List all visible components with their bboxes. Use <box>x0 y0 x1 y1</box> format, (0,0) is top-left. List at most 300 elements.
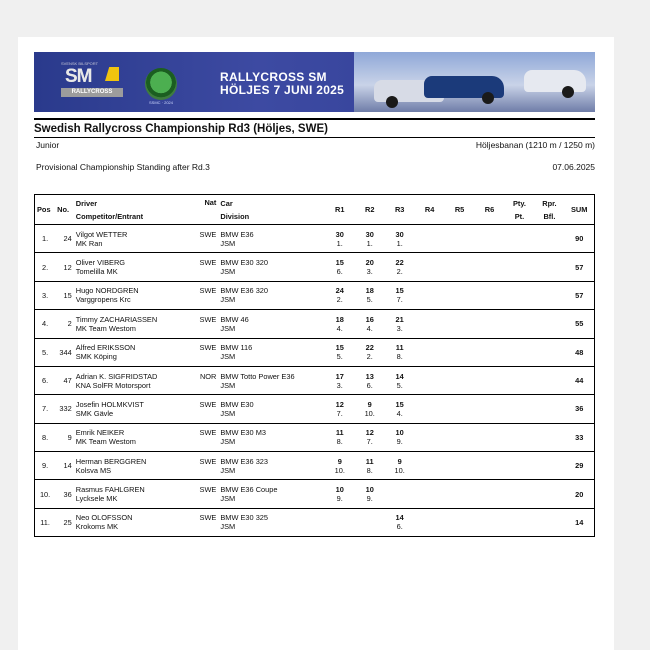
rpr-place <box>534 381 564 395</box>
round-6-points <box>475 310 505 324</box>
round-4-points <box>415 452 445 466</box>
round-5-points <box>445 281 475 295</box>
header-penalty-points <box>505 195 535 225</box>
rpr-bfl <box>534 480 564 494</box>
empty-cell <box>196 522 219 536</box>
driver-name: Hugo NORDGREN <box>75 286 139 296</box>
round-1-place: 7. <box>325 409 355 423</box>
round-2-points: 11 <box>365 456 374 466</box>
car-number-cell: 332 <box>55 395 74 423</box>
round-6-points <box>475 395 505 409</box>
nationality-cell: SWE <box>199 513 217 523</box>
penalty-place <box>505 494 535 508</box>
car-number-cell: 12 <box>55 253 74 281</box>
round-2-place: 8. <box>355 466 385 480</box>
division-name: JSM <box>218 295 324 309</box>
round-6-place <box>475 239 505 253</box>
empty-cell <box>196 352 219 366</box>
round-6-points <box>475 338 505 352</box>
empty-cell <box>196 381 219 395</box>
division-name: JSM <box>218 239 324 253</box>
penalty-points <box>505 310 535 324</box>
penalty-points <box>505 508 535 522</box>
rpr-bfl <box>534 338 564 352</box>
round-1-points: 15 <box>335 258 344 268</box>
round-1-points: 9 <box>337 456 342 466</box>
position-cell: 1. <box>35 225 56 253</box>
rpr-place <box>534 437 564 451</box>
sum-points: 33 <box>564 423 594 451</box>
car-model: BMW E36 323 <box>220 456 269 466</box>
round-3-place: 2. <box>385 267 415 281</box>
round-6-points <box>475 225 505 239</box>
rpr-place <box>534 494 564 508</box>
nationality-cell: SWE <box>199 343 217 353</box>
car-number-cell: 344 <box>55 338 74 366</box>
sum-points: 57 <box>564 281 594 309</box>
table-row-secondary <box>35 522 595 536</box>
round-3-place: 8. <box>385 352 415 366</box>
round-1-points: 12 <box>335 399 344 409</box>
entrant-name: Varggropens Krc <box>74 295 196 309</box>
empty-cell <box>196 466 219 480</box>
empty-cell <box>196 324 219 338</box>
round-2-points: 22 <box>365 343 374 353</box>
round-4-place <box>415 267 445 281</box>
penalty-place <box>505 352 535 366</box>
sum-points: 29 <box>564 452 594 480</box>
wheel-icon <box>562 86 574 98</box>
header-r5: R5 <box>445 195 475 225</box>
table-row-secondary <box>35 239 595 253</box>
division-name: JSM <box>218 324 324 338</box>
car-number-cell: 24 <box>55 225 74 253</box>
sum-points: 48 <box>564 338 594 366</box>
round-3-points: 22 <box>395 258 404 268</box>
header-r3: R3 <box>385 195 415 225</box>
position-cell: 10. <box>35 480 56 508</box>
sm-logo-subtext: RALLYCROSS <box>61 88 123 97</box>
car-model: BMW E30 M3 <box>220 428 266 438</box>
header-pty-line2: Pt. <box>514 211 525 221</box>
round-1-place <box>325 522 355 536</box>
round-5-place <box>445 324 475 338</box>
header-entrant-label: Competitor/Entrant <box>75 211 144 221</box>
round-2-place: 9. <box>355 494 385 508</box>
penalty-points <box>505 338 535 352</box>
round-1-points: 11 <box>335 428 344 438</box>
round-6-points <box>475 366 505 380</box>
car-model: BMW Totto Power E36 <box>220 371 295 381</box>
car-number-cell: 47 <box>55 366 74 394</box>
penalty-place <box>505 466 535 480</box>
rpr-bfl <box>534 281 564 295</box>
empty-cell <box>196 239 219 253</box>
rpr-bfl <box>534 366 564 380</box>
sm-rallycross-logo <box>61 67 123 97</box>
position-cell: 5. <box>35 338 56 366</box>
wheel-icon <box>386 96 398 108</box>
entrant-name: Kolsva MS <box>74 466 196 480</box>
penalty-points <box>505 423 535 437</box>
car-model: BMW E36 320 <box>220 286 269 296</box>
round-3-points: 14 <box>395 513 404 523</box>
penalty-points <box>505 366 535 380</box>
round-2-points: 12 <box>365 428 374 438</box>
entrant-name: KNA SolFR Motorsport <box>74 381 196 395</box>
document-page <box>18 37 614 650</box>
header-rpr-line1: Rpr. <box>542 198 557 208</box>
round-1-place: 4. <box>325 324 355 338</box>
table-row-secondary <box>35 437 595 451</box>
round-4-place <box>415 295 445 309</box>
round-5-place <box>445 295 475 309</box>
nationality-cell: SWE <box>199 229 217 239</box>
nationality-cell: SWE <box>199 399 217 409</box>
round-4-points <box>415 366 445 380</box>
table-row-secondary <box>35 494 595 508</box>
round-1-place: 3. <box>325 381 355 395</box>
division-name: JSM <box>218 494 324 508</box>
round-2-place: 3. <box>355 267 385 281</box>
division-name: JSM <box>218 352 324 366</box>
rpr-bfl <box>534 253 564 267</box>
standings-table <box>34 194 595 537</box>
table-row <box>35 281 595 295</box>
round-5-points <box>445 508 475 522</box>
empty-cell <box>196 267 219 281</box>
driver-name: Oliver VIBERG <box>75 258 126 268</box>
round-3-place <box>385 494 415 508</box>
nationality-cell: SWE <box>199 485 217 495</box>
entrant-name: MK Team Westom <box>74 437 196 451</box>
round-3-points: 21 <box>395 314 404 324</box>
car-icon <box>524 70 586 92</box>
header-r6: R6 <box>475 195 505 225</box>
division-name: JSM <box>218 267 324 281</box>
round-5-points <box>445 452 475 466</box>
round-3-points: 15 <box>395 399 404 409</box>
division-name: JSM <box>218 466 324 480</box>
round-3-points: 10 <box>395 428 404 438</box>
table-row <box>35 423 595 437</box>
rpr-bfl <box>534 395 564 409</box>
table-row <box>35 338 595 352</box>
table-row <box>35 310 595 324</box>
header-r2: R2 <box>355 195 385 225</box>
round-5-points <box>445 253 475 267</box>
round-5-place <box>445 466 475 480</box>
table-row <box>35 395 595 409</box>
nationality-cell: SWE <box>199 286 217 296</box>
round-2-place: 10. <box>355 409 385 423</box>
round-3-place: 10. <box>385 466 415 480</box>
round-3-points: 30 <box>395 229 404 239</box>
division-name: JSM <box>218 437 324 451</box>
round-5-place <box>445 352 475 366</box>
header-pos: Pos <box>35 195 56 225</box>
track-info: Höljesbanan (1210 m / 1250 m) <box>475 140 595 150</box>
round-3-points: 14 <box>395 371 404 381</box>
round-5-points <box>445 480 475 494</box>
round-1-place: 8. <box>325 437 355 451</box>
round-6-place <box>475 352 505 366</box>
round-3-place: 7. <box>385 295 415 309</box>
round-1-place: 5. <box>325 352 355 366</box>
event-banner <box>34 52 595 112</box>
position-cell: 3. <box>35 281 56 309</box>
round-1-place: 1. <box>325 239 355 253</box>
penalty-points <box>505 281 535 295</box>
position-cell: 9. <box>35 452 56 480</box>
empty-cell <box>196 409 219 423</box>
round-4-points <box>415 253 445 267</box>
header-no: No. <box>55 195 74 225</box>
position-cell: 2. <box>35 253 56 281</box>
round-4-place <box>415 409 445 423</box>
car-number-cell: 14 <box>55 452 74 480</box>
round-1-points: 17 <box>335 371 344 381</box>
penalty-points <box>505 480 535 494</box>
sum-points: 90 <box>564 225 594 253</box>
rpr-bfl <box>534 508 564 522</box>
round-3-place: 1. <box>385 239 415 253</box>
round-6-place <box>475 466 505 480</box>
position-cell: 4. <box>35 310 56 338</box>
document-date: 07.06.2025 <box>552 162 595 172</box>
table-row-secondary <box>35 324 595 338</box>
penalty-place <box>505 381 535 395</box>
rpr-bfl <box>534 423 564 437</box>
sum-points: 36 <box>564 395 594 423</box>
penalty-place <box>505 409 535 423</box>
round-4-place <box>415 466 445 480</box>
rpr-place <box>534 295 564 309</box>
driver-name: Neo OLOFSSON <box>75 513 133 523</box>
round-5-place <box>445 267 475 281</box>
table-row <box>35 366 595 380</box>
position-cell: 6. <box>35 366 56 394</box>
round-5-points <box>445 423 475 437</box>
round-6-place <box>475 437 505 451</box>
penalty-points <box>505 395 535 409</box>
standing-subtitle: Provisional Championship Standing after Rd.3 <box>36 162 210 172</box>
round-5-points <box>445 338 475 352</box>
round-1-place: 9. <box>325 494 355 508</box>
round-5-place <box>445 239 475 253</box>
position-cell: 8. <box>35 423 56 451</box>
round-2-place: 2. <box>355 352 385 366</box>
car-number-cell: 25 <box>55 508 74 536</box>
round-4-place <box>415 239 445 253</box>
round-4-points <box>415 338 445 352</box>
round-5-points <box>445 366 475 380</box>
driver-name: Josefin HOLMKVIST <box>75 399 144 409</box>
rpr-place <box>534 522 564 536</box>
round-4-place <box>415 437 445 451</box>
round-2-points: 20 <box>365 258 374 268</box>
round-6-points <box>475 423 505 437</box>
driver-name: Rasmus FAHLGREN <box>75 485 145 495</box>
round-4-place <box>415 381 445 395</box>
round-1-points: 18 <box>335 314 344 324</box>
round-4-points <box>415 395 445 409</box>
empty-cell <box>196 494 219 508</box>
sum-points: 44 <box>564 366 594 394</box>
round-4-points <box>415 225 445 239</box>
division-name: JSM <box>218 381 324 395</box>
round-5-place <box>445 494 475 508</box>
penalty-place <box>505 239 535 253</box>
round-2-points: 9 <box>367 399 372 409</box>
table-row <box>35 508 595 522</box>
rallycross-cars-image <box>354 52 595 112</box>
entrant-name: MK Ran <box>74 239 196 253</box>
car-number-cell: 2 <box>55 310 74 338</box>
nationality-cell: SWE <box>199 314 217 324</box>
round-3-points: 9 <box>397 456 402 466</box>
table-row-secondary <box>35 295 595 309</box>
round-4-place <box>415 522 445 536</box>
round-2-points <box>355 508 385 522</box>
banner-event-title: RALLYCROSS SM <box>220 70 327 84</box>
division-name: JSM <box>218 522 324 536</box>
round-3-place: 5. <box>385 381 415 395</box>
penalty-place <box>505 437 535 451</box>
round-4-points <box>415 310 445 324</box>
table-row-secondary <box>35 409 595 423</box>
car-number-cell: 15 <box>55 281 74 309</box>
rpr-place <box>534 409 564 423</box>
entrant-name: SMK Gävle <box>74 409 196 423</box>
round-5-place <box>445 409 475 423</box>
round-5-place <box>445 381 475 395</box>
penalty-place <box>505 267 535 281</box>
sum-points: 57 <box>564 253 594 281</box>
table-row <box>35 452 595 466</box>
round-6-place <box>475 267 505 281</box>
table-row-secondary <box>35 352 595 366</box>
round-6-points <box>475 480 505 494</box>
round-2-place: 6. <box>355 381 385 395</box>
round-3-points: 15 <box>395 286 404 296</box>
header-car-label: Car <box>220 198 233 208</box>
header-rpr-line2: Bfl. <box>543 211 556 221</box>
org-small-text: SVENSK BILSPORT <box>61 61 99 66</box>
round-6-place <box>475 295 505 309</box>
round-1-points: 24 <box>335 286 344 296</box>
rpr-place <box>534 239 564 253</box>
nationality-cell: SWE <box>199 428 217 438</box>
round-4-points <box>415 423 445 437</box>
club-logo-icon <box>145 68 177 100</box>
divider <box>34 137 595 138</box>
round-1-place: 6. <box>325 267 355 281</box>
round-4-points <box>415 281 445 295</box>
sum-points: 20 <box>564 480 594 508</box>
rpr-bfl <box>534 452 564 466</box>
rpr-place <box>534 466 564 480</box>
round-2-points: 10 <box>365 485 374 495</box>
rpr-bfl <box>534 225 564 239</box>
car-model: BMW 116 <box>220 343 253 353</box>
division-name: JSM <box>218 409 324 423</box>
entrant-name: SMK Köping <box>74 352 196 366</box>
position-cell: 7. <box>35 395 56 423</box>
round-6-place <box>475 494 505 508</box>
header-car <box>218 195 324 225</box>
entrant-name: Krokoms MK <box>74 522 196 536</box>
header-r4: R4 <box>415 195 445 225</box>
driver-name: Emrik NEIKER <box>75 428 125 438</box>
round-3-points: 11 <box>395 343 404 353</box>
wheel-icon <box>482 92 494 104</box>
penalty-points <box>505 225 535 239</box>
table-row <box>35 253 595 267</box>
entrant-name: Tomelilla MK <box>74 267 196 281</box>
round-3-place: 3. <box>385 324 415 338</box>
entrant-name: Lycksele MK <box>74 494 196 508</box>
position-cell: 11. <box>35 508 56 536</box>
header-driver <box>74 195 196 225</box>
table-row-secondary <box>35 267 595 281</box>
table-row <box>35 225 595 239</box>
class-label: Junior <box>36 140 60 150</box>
round-6-place <box>475 324 505 338</box>
car-number-cell: 36 <box>55 480 74 508</box>
round-6-place <box>475 381 505 395</box>
round-6-points <box>475 253 505 267</box>
round-2-place: 7. <box>355 437 385 451</box>
driver-name: Herman BERGGREN <box>75 456 147 466</box>
car-model: BMW 46 <box>220 314 249 324</box>
driver-name: Timmy ZACHARIASSEN <box>75 314 158 324</box>
sum-points: 55 <box>564 310 594 338</box>
round-4-place <box>415 494 445 508</box>
nationality-cell: SWE <box>199 456 217 466</box>
round-1-place: 2. <box>325 295 355 309</box>
round-3-place: 4. <box>385 409 415 423</box>
round-5-points <box>445 225 475 239</box>
driver-name: Alfred ERIKSSON <box>75 343 136 353</box>
header-rpr <box>534 195 564 225</box>
round-1-points: 10 <box>335 485 344 495</box>
penalty-place <box>505 295 535 309</box>
round-2-place: 1. <box>355 239 385 253</box>
round-1-points <box>325 508 355 522</box>
banner-event-date: HÖLJES 7 JUNI 2025 <box>220 83 345 97</box>
round-6-place <box>475 409 505 423</box>
round-2-points: 18 <box>365 286 374 296</box>
penalty-points <box>505 253 535 267</box>
round-5-points <box>445 395 475 409</box>
round-2-place: 5. <box>355 295 385 309</box>
sum-points: 14 <box>564 508 594 536</box>
round-3-place: 9. <box>385 437 415 451</box>
round-6-points <box>475 281 505 295</box>
round-2-place: 4. <box>355 324 385 338</box>
header-nat: Nat <box>196 195 219 225</box>
rpr-bfl <box>534 310 564 324</box>
entrant-name: MK Team Westom <box>74 324 196 338</box>
round-6-place <box>475 522 505 536</box>
driver-name: Adrian K. SIGFRIDSTAD <box>75 371 158 381</box>
round-6-points <box>475 452 505 466</box>
round-5-points <box>445 310 475 324</box>
round-4-place <box>415 352 445 366</box>
round-4-points <box>415 508 445 522</box>
round-3-place: 6. <box>385 522 415 536</box>
